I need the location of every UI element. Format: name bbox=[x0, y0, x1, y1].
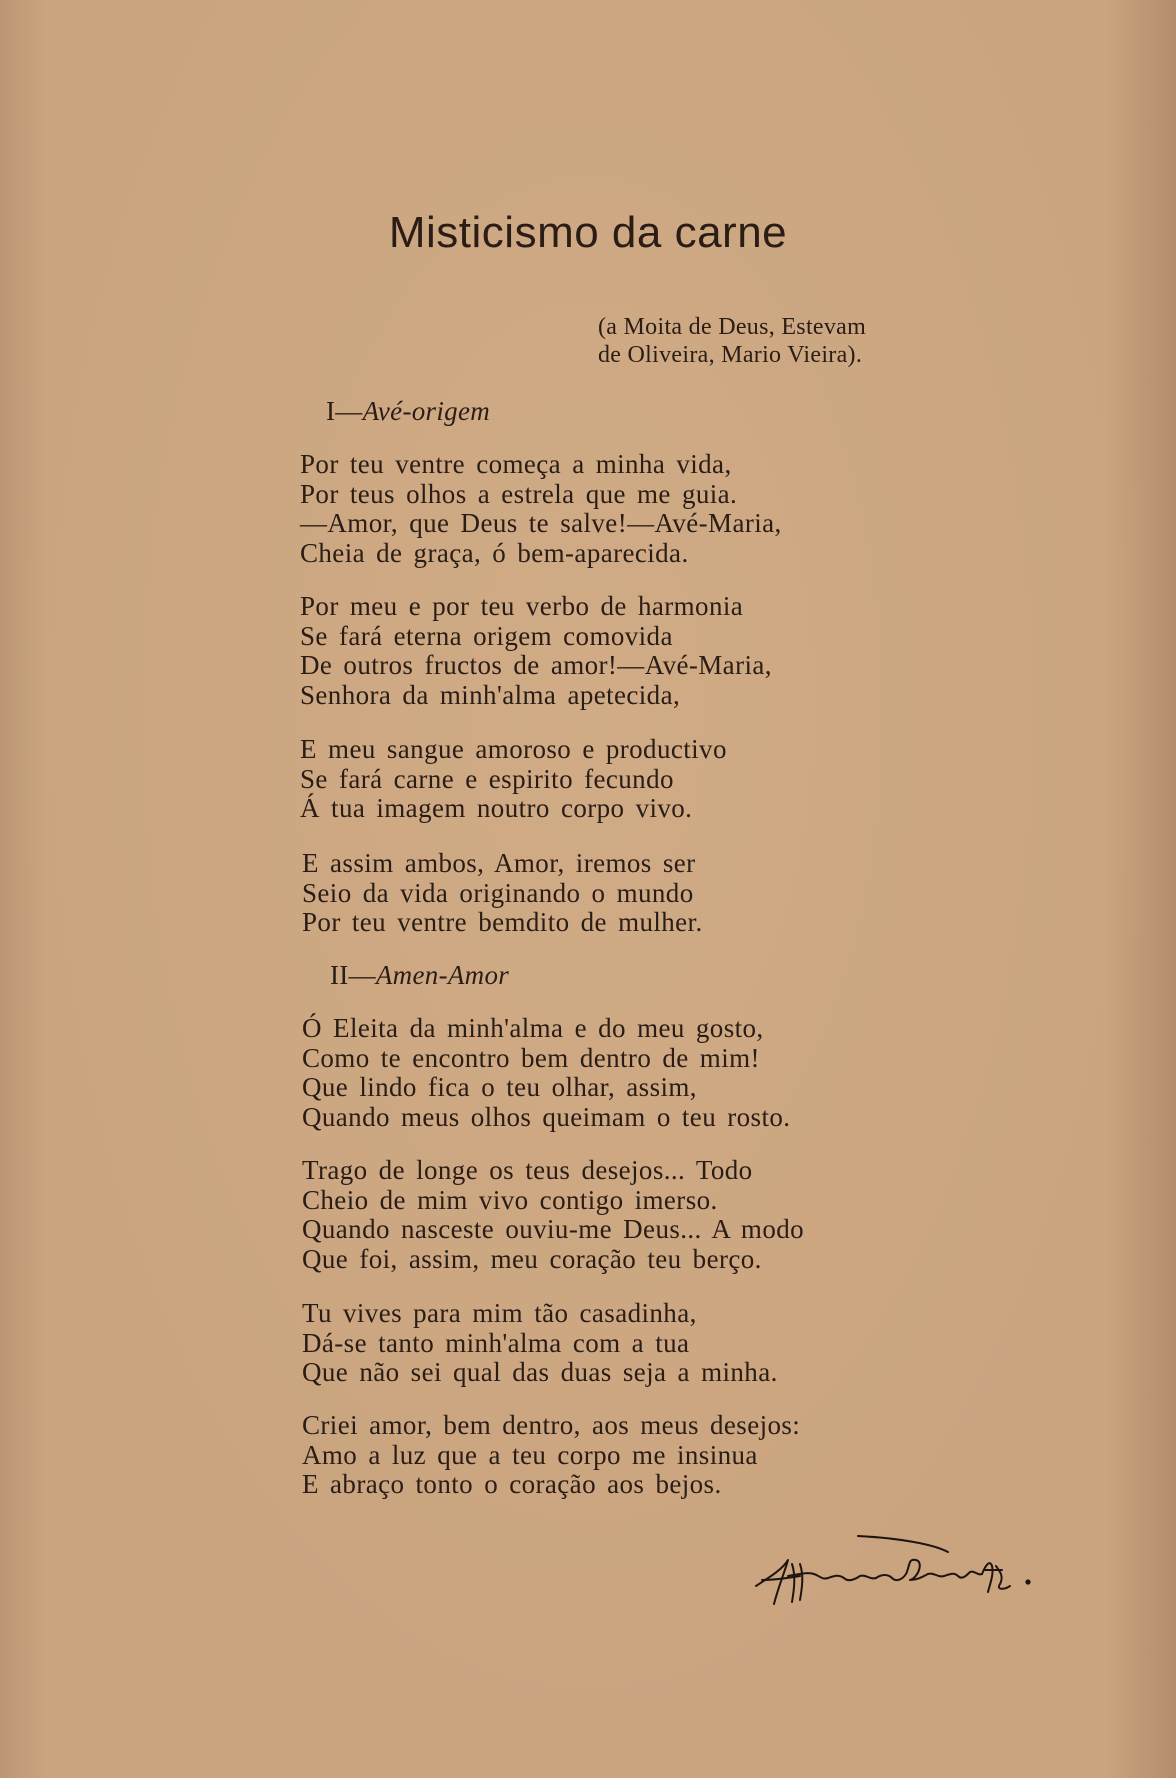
verse-line: Como te encontro bem dentro de mim! bbox=[302, 1042, 760, 1073]
verse-line: Se fará eterna origem comovida bbox=[300, 620, 673, 651]
verse-line: Que lindo fica o teu olhar, assim, bbox=[302, 1072, 697, 1102]
handwritten-signature bbox=[748, 1530, 1048, 1610]
verse-line: Que não sei qual das duas seja a minha. bbox=[302, 1357, 778, 1387]
verse-line: Seio da vida originando o mundo bbox=[302, 877, 694, 908]
dedication-line: de Oliveira, Mario Vieira). bbox=[598, 342, 863, 368]
verse-line: E meu sangue amoroso e productivo bbox=[300, 734, 727, 764]
verse-line: —Amor, que Deus te salve!—Avé-Maria, bbox=[300, 508, 782, 538]
verse-line: Por meu e por teu verbo de harmonia bbox=[300, 591, 744, 621]
verse-line: Senhora da minh'alma apetecida, bbox=[300, 679, 681, 710]
stanza bbox=[302, 849, 703, 938]
verse-line: Á tua imagem noutro corpo vivo. bbox=[300, 793, 693, 823]
section-heading-amen-amor bbox=[330, 960, 509, 991]
section-name: Amen-Amor bbox=[375, 960, 510, 990]
poem-title: Misticismo da carne bbox=[388, 208, 788, 257]
verse-line: Que foi, assim, meu coração teu berço. bbox=[302, 1243, 762, 1274]
section-name: Avé-origem bbox=[362, 396, 491, 426]
verse-line: Por teu ventre começa a minha vida, bbox=[300, 449, 732, 479]
stanza bbox=[302, 1411, 800, 1500]
stanza bbox=[300, 592, 772, 710]
verse-line: Criei amor, bem dentro, aos meus desejos: bbox=[302, 1410, 801, 1440]
stanza bbox=[302, 1299, 778, 1388]
verse-line: Dá-se tanto minh'alma com a tua bbox=[302, 1327, 690, 1358]
verse-line: Trago de longe os teus desejos... Todo bbox=[302, 1155, 753, 1185]
stanza bbox=[300, 450, 782, 568]
section-numeral: II— bbox=[330, 960, 376, 990]
dedication bbox=[598, 313, 866, 369]
verse-line: E abraço tonto o coração aos bejos. bbox=[302, 1469, 722, 1499]
verse-line: Quando nasceste ouviu-me Deus... A modo bbox=[302, 1214, 805, 1244]
stanza bbox=[300, 735, 727, 824]
verse-line: Se fará carne e espirito fecundo bbox=[300, 763, 674, 794]
verse-line: Quando meus olhos queimam o teu rosto. bbox=[302, 1101, 791, 1132]
verse-line: Amo a luz que a teu corpo me insinua bbox=[302, 1439, 758, 1470]
verse-line: Ó Eleita da minh'alma e do meu gosto, bbox=[302, 1013, 764, 1043]
stanza bbox=[302, 1014, 790, 1132]
verse-line: Tu vives para mim tão casadinha, bbox=[302, 1298, 697, 1328]
verse-line: Cheia de graça, ó bem-aparecida. bbox=[300, 537, 689, 568]
verse-line: Cheio de mim vivo contigo imerso. bbox=[302, 1184, 718, 1215]
verse-line: Por teus olhos a estrela que me guia. bbox=[300, 478, 738, 509]
stanza bbox=[302, 1156, 804, 1274]
verse-line: Por teu ventre bemdito de mulher. bbox=[302, 907, 703, 937]
section-numeral: I— bbox=[326, 396, 363, 426]
section-heading-ave-origem bbox=[326, 396, 490, 427]
verse-line: De outros fructos de amor!—Avé-Maria, bbox=[300, 650, 772, 680]
dedication-line: (a Moita de Deus, Estevam bbox=[598, 314, 867, 340]
verse-line: E assim ambos, Amor, iremos ser bbox=[302, 848, 696, 878]
